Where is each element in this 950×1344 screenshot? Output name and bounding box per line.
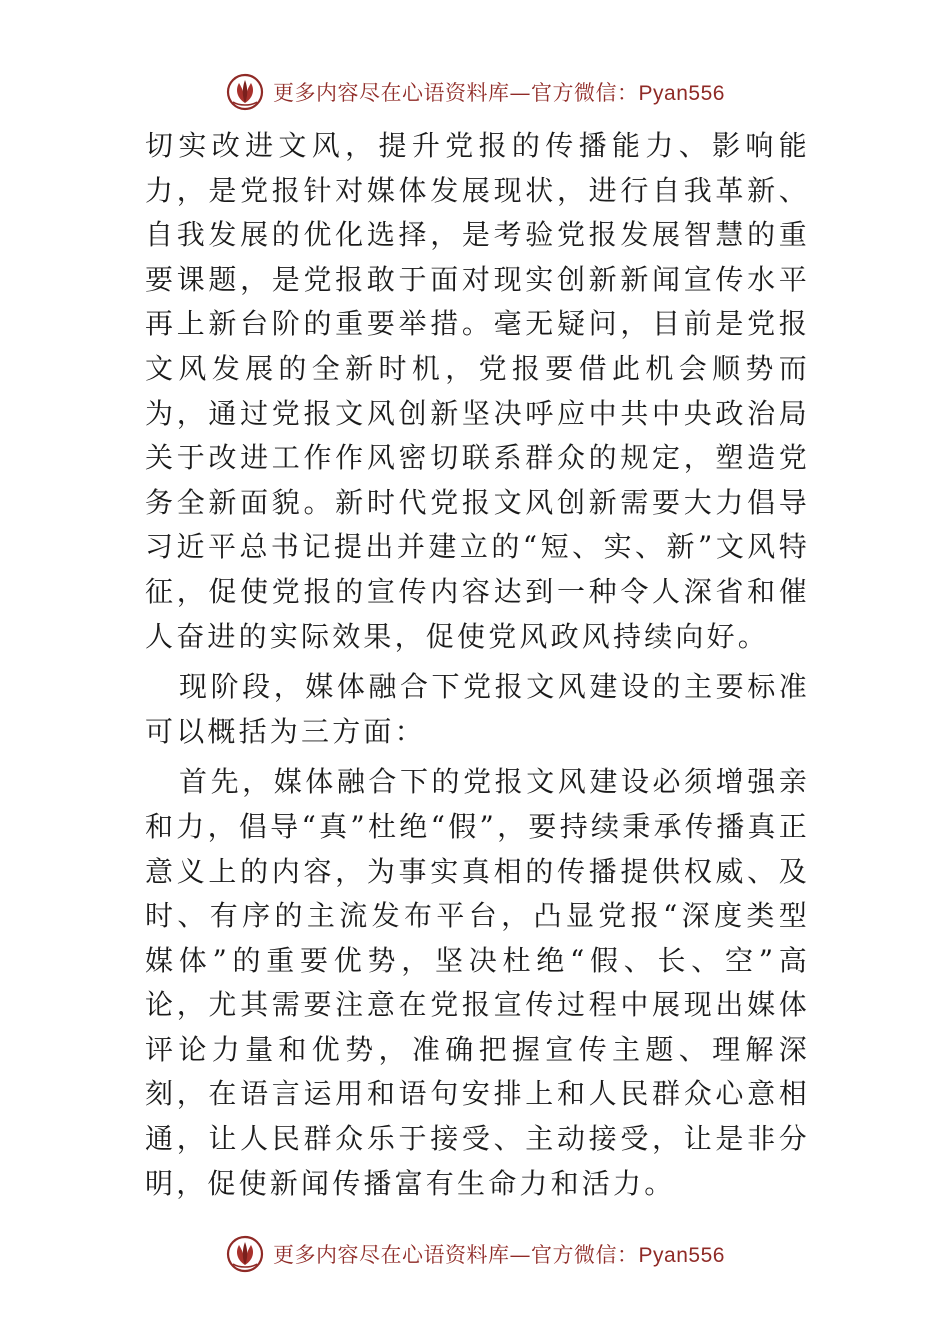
footer-banner-text — [273, 1239, 725, 1269]
paragraph-1: 切实改进文风，提升党报的传播能力、影响能力，是党报针对媒体发展现状，进行自我革新、自我发展的优化选择，是考验党报发展智慧的重要课题，是党报敢于面对现实创新新闻宣传水平再上新台阶的重要举措。毫无疑问，目前是党报文风发展的全新时机，党报要借此机会顺势而为，通过党报文风创新坚决呼应中共中央政治局关于改进工作作风密切联系群众的规定，塑造党务全新面貌。新时代党报文风创新需要大力倡导习近平总书记提出并建立的“短、实、新”文风特征，促使党报的宣传内容达到一种令人深省和催人奋进的实际效果，促使党风政风持续向好。 — [145, 129, 810, 653]
header-banner-text — [273, 77, 725, 107]
header-wechat-account: Pyan556 — [638, 82, 725, 105]
lotus-logo-icon — [225, 72, 265, 112]
footer-banner — [0, 1234, 950, 1274]
footer-wechat-account: Pyan556 — [638, 1244, 725, 1267]
document-body — [145, 124, 810, 1212]
paragraph-2: 现阶段，媒体融合下党报文风建设的主要标准可以概括为三方面： — [145, 670, 810, 748]
paragraph-3: 首先，媒体融合下的党报文风建设必须增强亲和力，倡导“真”杜绝“假”，要持续秉承传播真正意义上的内容，为事实真相的传播提供权威、及时、有序的主流发布平台，凸显党报“深度类型媒体”的重要优势，坚决杜绝“假、长、空”高论，尤其需要注意在党报宣传过程中展现出媒体评论力量和优势，准确把握宣传主题、理解深刻，在语言运用和语句安排上和人民群众心意相通，让人民群众乐于接受、主动接受，让是非分明，促使新闻传播富有生命力和活力。 — [145, 765, 810, 1200]
lotus-logo-icon — [225, 1234, 265, 1274]
footer-banner-label: 更多内容尽在心语资料库—官方微信： — [273, 1243, 639, 1267]
header-banner-label: 更多内容尽在心语资料库—官方微信： — [273, 81, 639, 105]
header-banner — [0, 72, 950, 112]
